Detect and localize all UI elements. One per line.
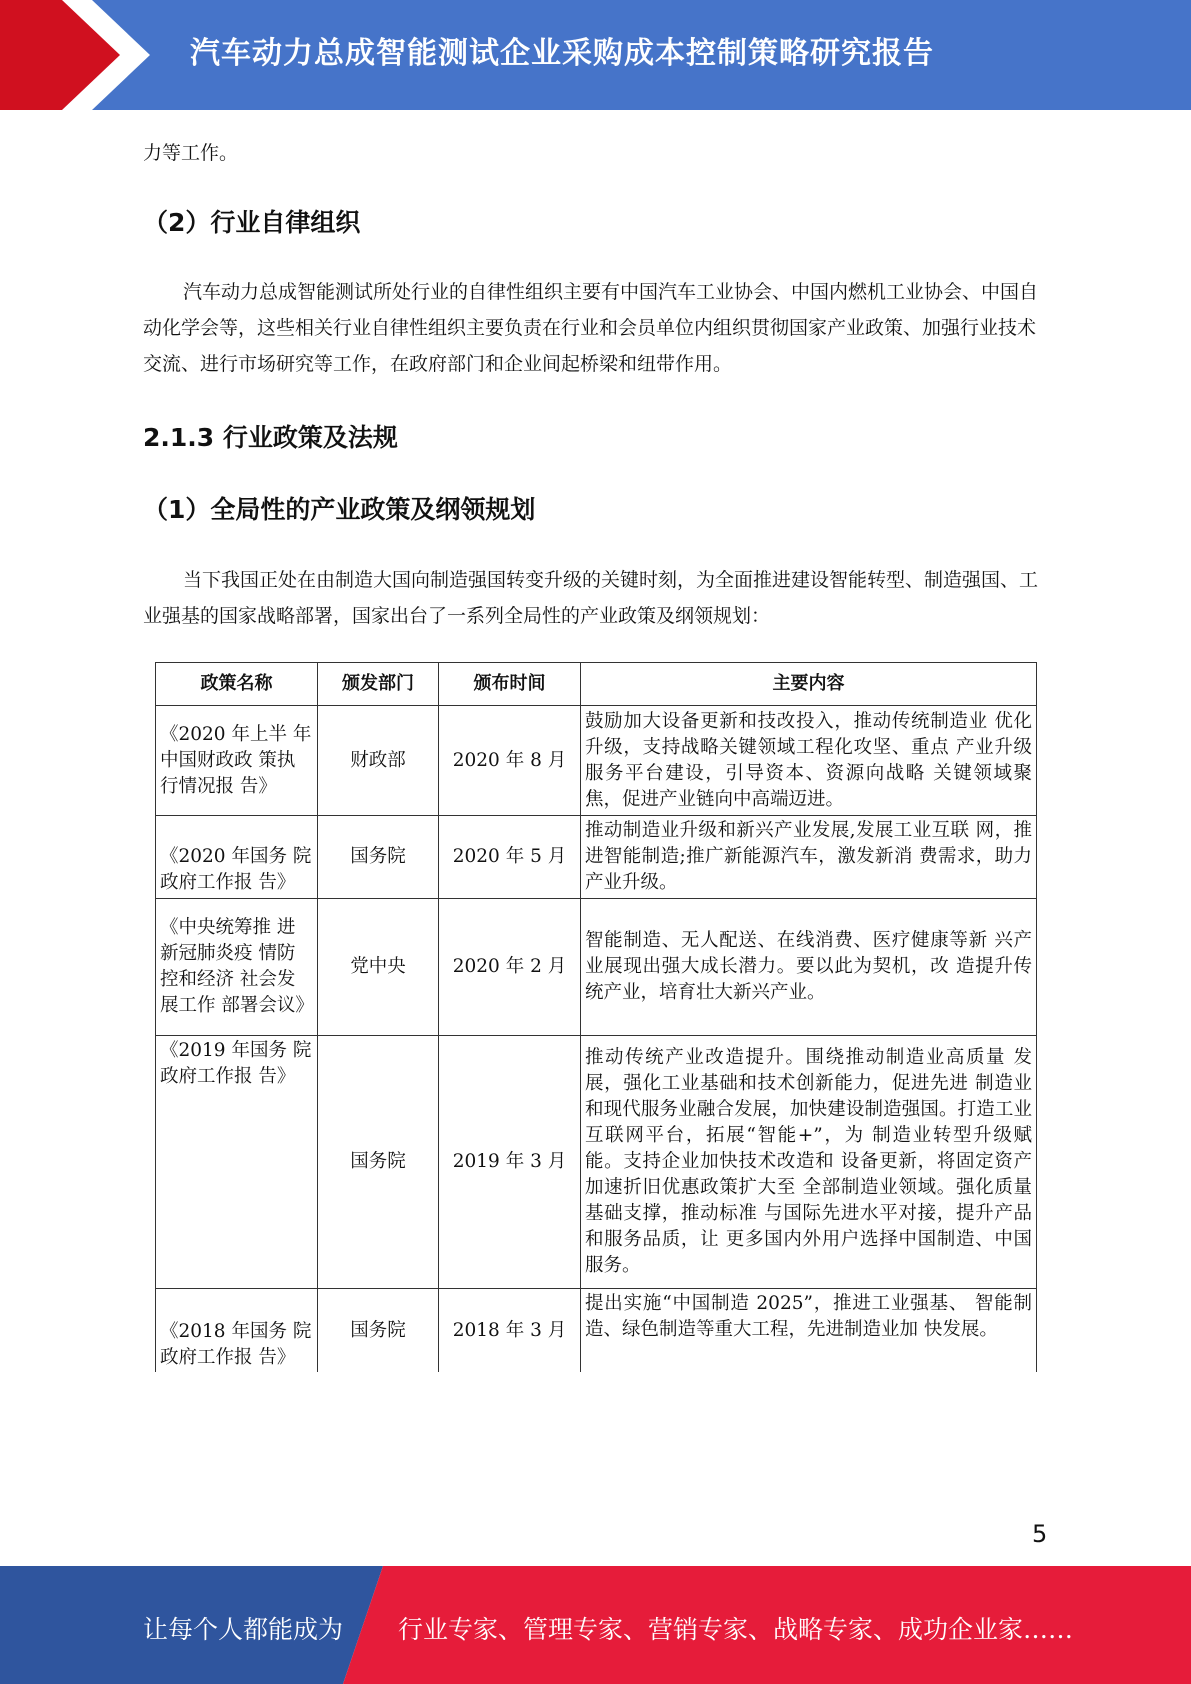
header-content: 主要内容 [581,663,1037,706]
date-cell: 2020 年 8 月 [439,706,581,816]
policy-name-cell: 《2020 年上半 年中国财政政 策执行情况报 告》 [156,706,318,816]
section-1-title: （1）全局性的产业政策及纲领规划 [143,495,536,524]
footer-slogan-left: 让每个人都能成为 [143,1615,344,1644]
continuation-text: 力等工作。 [143,142,239,164]
header-department: 颁发部门 [318,663,439,706]
department-cell: 国务院 [318,1289,439,1373]
date-cell: 2020 年 2 月 [439,899,581,1036]
table-row [156,706,1037,816]
content-cell: 推动制造业升级和新兴产业发展,发展工业互联 网，推进智能制造;推广新能源汽车，激发新消 费需求，助力产业升级。 [581,816,1037,899]
date-cell: 2018 年 3 月 [439,1289,581,1373]
header-bar [0,0,1191,110]
page-number: 5 [1032,1520,1048,1548]
content-cell: 提出实施“中国制造 2025”，推进工业强基、 智能制造、绿色制造等重大工程，先进制造业加 快发展。 [581,1289,1037,1373]
date-cell: 2020 年 5 月 [439,816,581,899]
policy-name-cell: 《中央统筹推 进新冠肺炎疫 情防控和经济 社会发展工作 部署会议》 [156,899,318,1036]
department-cell: 国务院 [318,1036,439,1289]
section-2-title: （2）行业自律组织 [143,208,361,237]
header-date: 颁布时间 [439,663,581,706]
content-cell: 推动传统产业改造提升。围绕推动制造业高质量 发展，强化工业基础和技术创新能力，促进先进 制造业和现代服务业融合发展，加快建设制造强国。打造工业互联网平台，拓展“智能+”，为 制造业转型升级赋能。支持企业加快技术改造和 设备更新，将固定资产加速折旧优惠政策扩大至 全部制造业领域。强化质量基础支撑，推动标准 与国际先进水平对接，提升产品和服务品质，让 更多国内外用户选择中国制造、中国服务。 [581,1036,1037,1289]
policy-table [155,662,1037,1372]
policy-name-cell: 《2018 年国务 院政府工作报 告》 [156,1289,318,1373]
document-title: 汽车动力总成智能测试企业采购成本控制策略研究报告 [190,36,934,71]
heading-2-1-3: 2.1.3 行业政策及法规 [143,423,398,452]
department-cell: 国务院 [318,816,439,899]
content-cell: 鼓励加大设备更新和技改投入，推动传统制造业 优化升级，支持战略关键领域工程化攻坚、重点 产业升级服务平台建设，引导资本、资源向战略 关键领域聚焦，促进产业链向中高端迈进。 [581,706,1037,816]
footer-slogan-right: 行业专家、管理专家、营销专家、战略专家、成功企业家…… [398,1615,1074,1644]
policy-table-container [155,662,1037,1372]
date-cell: 2019 年 3 月 [439,1036,581,1289]
section-2-paragraph: 汽车动力总成智能测试所处行业的自律性组织主要有中国汽车工业协会、中国内燃机工业协会、中国自动化学会等，这些相关行业自律性组织主要负责在行业和会员单位内组织贯彻国家产业政策、加强行业技术交流、进行市场研究等工作，在政府部门和企业间起桥梁和纽带作用。 [143,281,1039,375]
header-arrow-icon [0,0,160,110]
department-cell: 党中央 [318,899,439,1036]
footer-bar [0,1566,1191,1684]
policy-name-cell: 《2020 年国务 院政府工作报 告》 [156,816,318,899]
table-row [156,1036,1037,1289]
department-cell: 财政部 [318,706,439,816]
table-row [156,1289,1037,1373]
table-header-row [156,663,1037,706]
policy-name-cell: 《2019 年国务 院政府工作报 告》 [156,1036,318,1289]
table-row [156,899,1037,1036]
section-1-paragraph: 当下我国正处在由制造大国向制造强国转变升级的关键时刻，为全面推进建设智能转型、制造强国、工业强基的国家战略部署，国家出台了一系列全局性的产业政策及纲领规划： [143,569,1039,627]
header-policy-name: 政策名称 [156,663,318,706]
table-row [156,816,1037,899]
content-cell: 智能制造、无人配送、在线消费、医疗健康等新 兴产业展现出强大成长潜力。要以此为契机，改 造提升传统产业，培育壮大新兴产业。 [581,899,1037,1036]
